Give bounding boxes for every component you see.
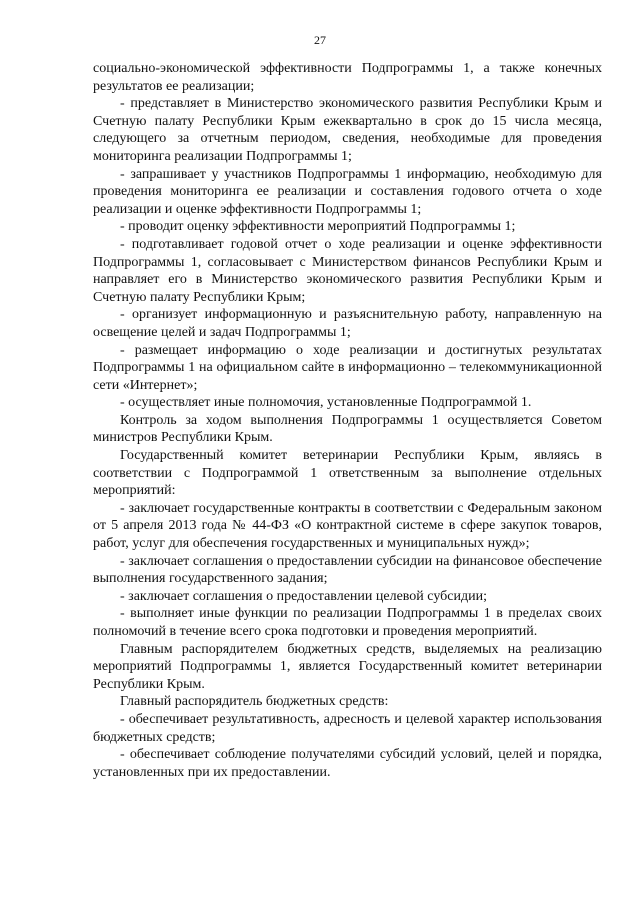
paragraph: Главный распорядитель бюджетных средств: <box>120 694 389 710</box>
paragraph: - организует информационную и разъяснительную работу, направленную на освещение целей и задач Подпрограммы 1; <box>93 307 602 340</box>
paragraph: - обеспечивает соблюдение получателями субсидий условий, целей и порядка, установленных при их предоставлении. <box>93 747 602 780</box>
paragraph: - выполняет иные функции по реализации Подпрограммы 1 в пределах своих полномочий в течение всего срока подготовки и проведения мероприятий. <box>93 606 602 639</box>
paragraph: - обеспечивает результативность, адресность и целевой характер использования бюджетных средств; <box>93 711 602 745</box>
paragraph: Контроль за ходом выполнения Подпрограммы 1 осуществляется Советом министров Республики Крым. <box>93 412 602 446</box>
paragraph: - подготавливает годовой отчет о ходе реализации и оценке эффективности Подпрограммы 1, согласовывает с Министерством финансов Республики Крым и направляет его в Министерство экономического развития Республики Крым и Счетную палату Республики Крым; <box>93 236 602 305</box>
page-number: 27 <box>314 33 326 47</box>
paragraph: - размещает информацию о ходе реализации и достигнутых результатах Подпрограммы 1 на официальном сайте в информационно – телекоммуникационной сети «Интернет»; <box>93 342 602 393</box>
paragraph: - заключает соглашения о предоставлении целевой субсидии; <box>120 588 487 604</box>
paragraph: Государственный комитет ветеринарии Республики Крым, являясь в соответствии с Подпрограммой 1 ответственным за выполнение отдельных мероприятий: <box>93 448 602 499</box>
paragraph: - проводит оценку эффективности мероприятий Подпрограммы 1; <box>120 219 516 235</box>
paragraph: - осуществляет иные полномочия, установленные Подпрограммой 1. <box>120 395 532 411</box>
paragraph: - заключает соглашения о предоставлении субсидии на финансовое обеспечение выполнения государственного задания; <box>93 553 602 587</box>
paragraph: - представляет в Министерство экономического развития Республики Крым и Счетную палату Республики Крым ежеквартально в срок до 15 числа месяца, следующего за отчетным периодом, сведения, необходимые для проведения мониторинга реализации Подпрограммы 1; <box>93 96 602 164</box>
paragraph: - запрашивает у участников Подпрограммы 1 информацию, необходимую для проведения мониторинга ее реализации и составления годового отчета о ходе реализации и оценке эффективности Подпрограммы 1; <box>93 166 602 217</box>
paragraph: социально-экономической эффективности Подпрограммы 1, а также конечных результатов ее реализации; <box>93 61 602 94</box>
paragraph: - заключает государственные контракты в соответствии с Федеральным законом от 5 апреля 2013 года № 44-ФЗ «О контрактной системе в сфере закупок товаров, работ, услуг для обеспечения государственных и муниципальных нужд»; <box>93 500 602 552</box>
paragraph: Главным распорядителем бюджетных средств, выделяемых на реализацию мероприятий Подпрограммы 1, является Государственный комитет ветеринарии Республики Крым. <box>93 641 602 692</box>
document-body <box>93 60 602 781</box>
